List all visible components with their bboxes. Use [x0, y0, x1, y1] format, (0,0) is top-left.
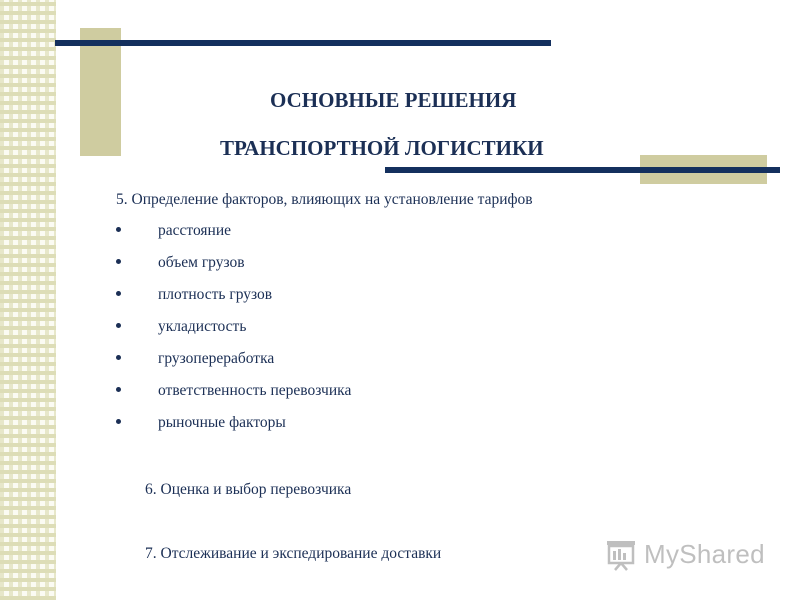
bullet-icon — [116, 291, 121, 296]
list-item-label: грузопереработка — [158, 350, 275, 367]
decorative-navy-bar-bottom — [385, 167, 780, 173]
list-item-label: плотность грузов — [158, 286, 273, 303]
bullet-icon — [116, 387, 121, 392]
list-item-label: укладистость — [158, 318, 247, 335]
section-7-heading: 7. Отслеживание и экспедирование доставки — [145, 545, 442, 562]
bullet-icon — [116, 355, 121, 360]
section-5-heading: 5. Определение факторов, влияющих на установление тарифов — [116, 191, 533, 208]
decorative-checkered-strip — [0, 0, 56, 600]
myshared-watermark — [604, 536, 765, 572]
section-6-heading: 6. Оценка и выбор перевозчика — [145, 481, 352, 498]
list-item-label: объем грузов — [158, 254, 245, 271]
slide-title-line-1: ОСНОВНЫЕ РЕШЕНИЯ — [270, 88, 517, 112]
bullet-icon — [116, 419, 121, 424]
list-item-label: ответственность перевозчика — [158, 382, 352, 399]
decorative-navy-bar-top — [55, 40, 551, 46]
list-item — [110, 414, 351, 446]
list-item — [110, 350, 351, 382]
list-item — [110, 222, 351, 254]
list-item — [110, 318, 351, 350]
tariff-factors-list — [110, 222, 351, 446]
bullet-icon — [116, 259, 121, 264]
list-item — [110, 382, 351, 414]
bullet-icon — [116, 227, 121, 232]
presentation-board-icon — [604, 537, 638, 571]
list-item — [110, 286, 351, 318]
watermark-text: MyShared — [644, 538, 765, 569]
slide-title-line-2: ТРАНСПОРТНОЙ ЛОГИСТИКИ — [220, 136, 544, 160]
list-item — [110, 254, 351, 286]
decorative-tan-block-top — [80, 28, 121, 156]
list-item-label: рыночные факторы — [158, 414, 286, 431]
bullet-icon — [116, 323, 121, 328]
list-item-label: расстояние — [158, 222, 232, 239]
